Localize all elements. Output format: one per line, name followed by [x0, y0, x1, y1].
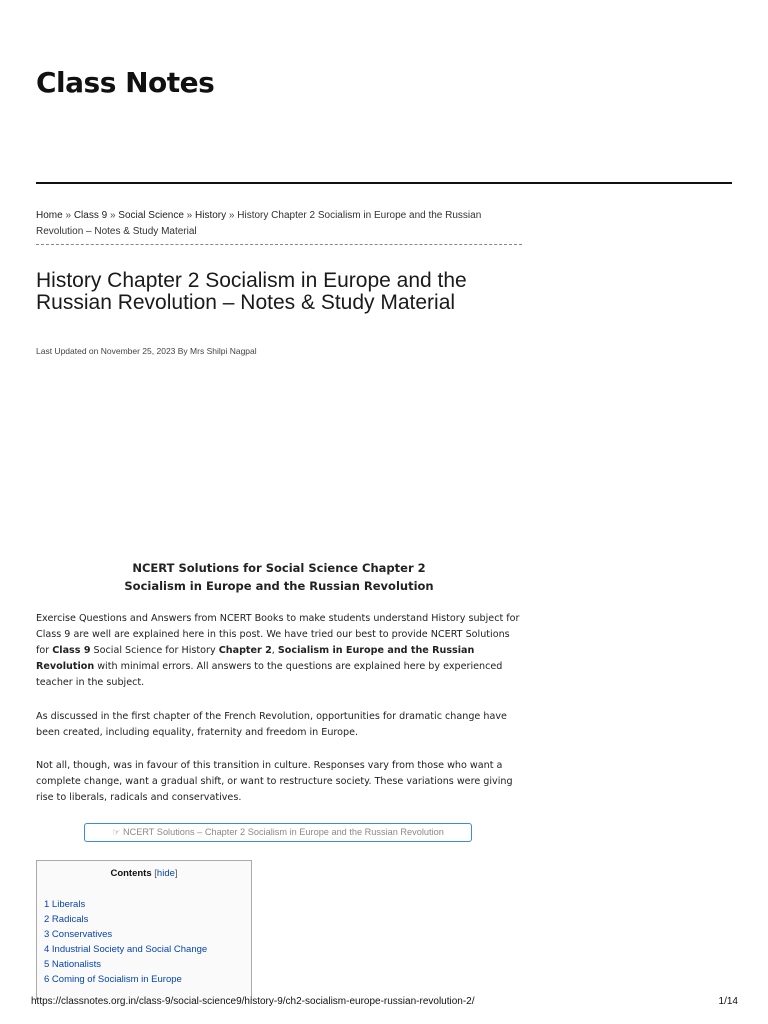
para-text: ,	[271, 645, 278, 656]
breadcrumb-separator: »	[228, 210, 238, 221]
table-of-contents	[36, 860, 252, 1000]
toc-item-nationalists[interactable]: 5 Nationalists	[44, 959, 102, 970]
toc-item-coming-of-socialism[interactable]: 6 Coming of Socialism in Europe	[44, 974, 182, 985]
section-heading-line2: Socialism in Europe and the Russian Revolution	[124, 579, 434, 593]
article-title: History Chapter 2 Socialism in Europe and the Russian Revolution – Notes & Study Material	[36, 269, 467, 314]
toc-bracket-close: ]	[174, 868, 178, 879]
article-meta: Last Updated on November 25, 2023 By Mrs Shilpi Nagpal	[36, 346, 257, 356]
para-text: Exercise Questions and Answers from NCERT Books to make students understand History subject for Class 9 are well are explained here in this post. We have tried our best to provide NCERT Solutions for	[36, 613, 520, 656]
para-bold-text: Class 9	[52, 645, 91, 656]
para-text: with minimal errors. All answers to the questions are explained here by experienced teacher in the subject.	[36, 661, 503, 688]
toc-list	[44, 897, 251, 987]
breadcrumb-history-link[interactable]: History	[195, 210, 227, 221]
breadcrumb-divider	[36, 244, 522, 245]
breadcrumb-separator: »	[186, 210, 196, 221]
toc-item-liberals[interactable]: 1 Liberals	[44, 899, 86, 910]
french-revolution-paragraph: As discussed in the first chapter of the French Revolution, opportunities for dramatic change have been created, including equality, fraternity and freedom in Europe.	[36, 711, 507, 738]
header-divider	[36, 182, 732, 184]
breadcrumb-home-link[interactable]: Home	[36, 210, 63, 221]
section-heading	[36, 559, 522, 595]
site-title[interactable]: Class Notes	[36, 66, 215, 99]
print-page-number: 1/14	[718, 996, 738, 1007]
intro-paragraph	[36, 611, 522, 691]
ncert-solutions-link-button[interactable]: ☞ NCERT Solutions – Chapter 2 Socialism in Europe and the Russian Revolution	[84, 823, 472, 842]
breadcrumb-separator: »	[109, 210, 119, 221]
toc-hide-link[interactable]: hide	[156, 868, 175, 879]
para-text: Social Science for History	[90, 645, 219, 656]
breadcrumb-current: History Chapter 2 Socialism in Europe and the Russian Revolution – Notes & Study Material	[36, 210, 482, 237]
toc-header	[37, 868, 251, 880]
toc-item-radicals[interactable]: 2 Radicals	[44, 914, 89, 925]
section-heading-line1: NCERT Solutions for Social Science Chapter 2	[132, 561, 426, 575]
toc-bracket-open: [	[154, 868, 157, 879]
breadcrumb-class9-link[interactable]: Class 9	[73, 210, 108, 221]
para-bold-text: Socialism in Europe and the Russian Revolution	[36, 645, 475, 672]
breadcrumb-separator: »	[65, 210, 74, 221]
breadcrumb-social-science-link[interactable]: Social Science	[118, 210, 184, 221]
toc-item-conservatives[interactable]: 3 Conservatives	[44, 929, 113, 940]
breadcrumb	[36, 208, 506, 240]
responses-paragraph: Not all, though, was in favour of this transition in culture. Responses vary from those who want a complete change, want a gradual shift, or want to restructure society. These variations were giving rise to liberals, radicals and conservatives.	[36, 760, 513, 803]
para-bold-text: Chapter 2	[218, 645, 272, 656]
toc-item-industrial-society[interactable]: 4 Industrial Society and Social Change	[44, 944, 208, 955]
print-url: https://classnotes.org.in/class-9/social-science9/history-9/ch2-socialism-europe-russian-revolution-2/	[31, 996, 475, 1007]
toc-title: Contents	[110, 868, 152, 879]
